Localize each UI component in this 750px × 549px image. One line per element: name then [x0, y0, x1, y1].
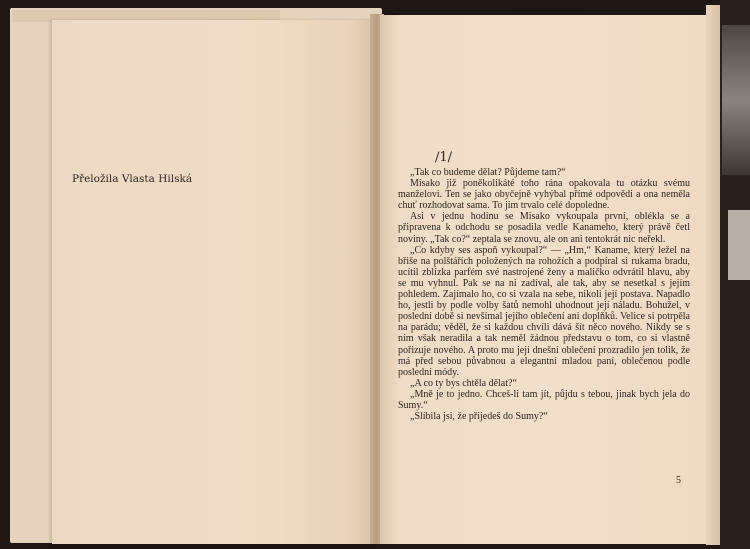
- paragraph: Misako již poněkolikáté toho rána opakovala tu otázku svému manželovi. Ten se jako obyčejně vyhýbal přímé odpovědi a ona neměla chuť rozhodovat sama. To jim trvalo celé dopoledne.: [398, 178, 690, 212]
- paragraph: „Slíbila jsi, že přijedeš do Sumy?“: [410, 411, 548, 423]
- background-object-light: [728, 210, 750, 280]
- left-page: [52, 20, 375, 544]
- paragraph: „Mně je to jedno. Chceš-li tam jít, půjdu s tebou, jinak bych jela do Sumy.“: [398, 388, 690, 411]
- paragraph: Asi v jednu hodinu se Misako vykoupala první, oblékla se a připravena k odchodu se posadila vedle Kanameho, který právě četl noviny. „Tak co?“ zeptala se znovu, ale on ani tentokrát nic neřekl.: [398, 211, 690, 245]
- translator-credit: Přeložila Vlasta Hilská: [72, 173, 193, 185]
- chapter-marker: /1/: [435, 150, 453, 165]
- paragraph: „A co ty bys chtěla dělat?“: [410, 377, 517, 389]
- right-page-edge: [706, 5, 720, 545]
- background-object: [722, 25, 750, 175]
- page-number: 5: [676, 475, 681, 486]
- body-text: [398, 167, 690, 422]
- paragraph: „Co kdyby ses aspoň vykoupal?“ — „Hm,“ Kaname, který ležel na břiše na polštářích položených na rohožích a podpíral si rukama bradu, ucítil zblízka parfém své nastrojené ženy a maličko odvrátil hlavu, aby se mu vyhnul. Pak se na ni zadíval, ale tak, aby se nesetkal s jejím pohledem. Zajímalo ho, co si vzala na sebe, nikoli její postava. Napadlo ho, jestli by podle volby šatů nemohl uhodnout její náladu. Bohužel, v poslední době si nevšímal jejího oblečení ani doplňků. Velice si potrpěla na parádu; věděl, že si každou chvíli dává šít něco nového. Nikdy se s ním však neradila a tak neměl žádnou představu o tom, co si vlastně pořizuje nového. A proto mu její dnešní oblečení prozradilo jen tolik, že má před sebou půvabnou a elegantní mladou paní, oblečenou podle poslední módy.: [398, 244, 690, 378]
- paragraph: „Tak co budeme dělat? Půjdeme tam?“: [410, 167, 566, 178]
